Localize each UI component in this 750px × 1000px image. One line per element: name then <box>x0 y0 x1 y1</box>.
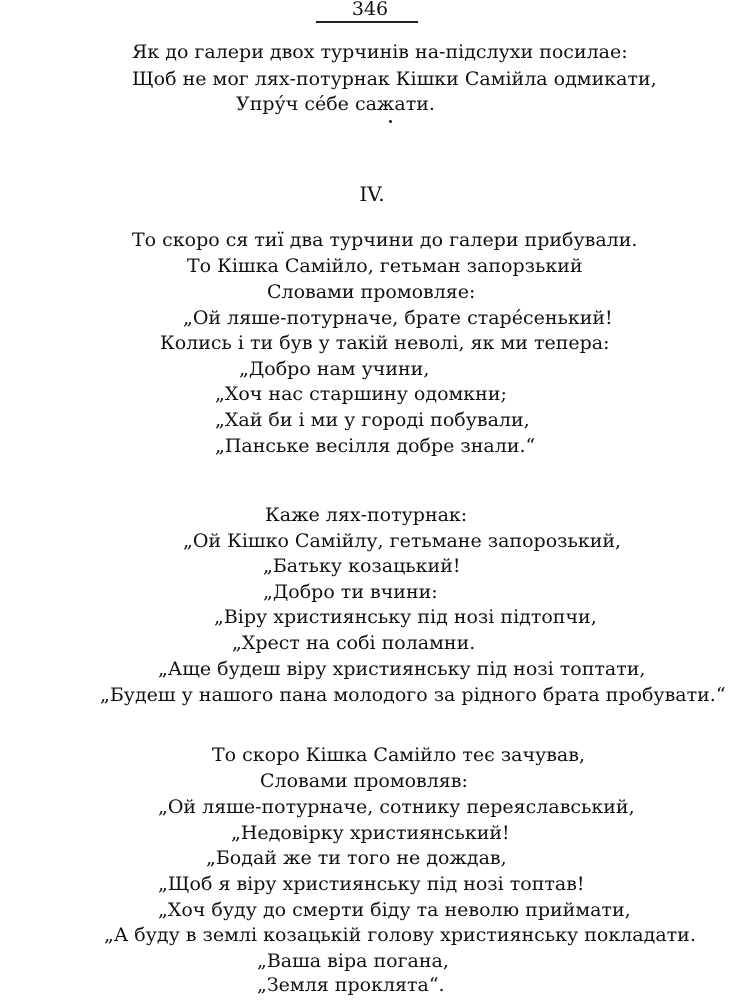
verse-line: „Віру християнську під нозі підтопчи, <box>214 606 597 628</box>
verse-line: „Батьку козацький! <box>263 555 461 577</box>
page-number: 346 <box>351 0 389 20</box>
verse-line: „Добро ти вчини: <box>263 581 438 603</box>
verse-line: Словами промовляв: <box>260 770 468 792</box>
verse-line: „Ой Кішко Самійлу, гетьмане запорозький, <box>183 530 622 552</box>
verse-line: „Хрест на собі поламни. <box>232 632 476 654</box>
verse-line: „Ой ляше-потурначе, брате старе́сенький! <box>183 307 613 329</box>
verse-line: Колись і ти був у такій неволі, як ми тепера: <box>160 332 610 354</box>
verse-line: „Хоч нас старшину одомкни; <box>215 383 507 405</box>
header-rule <box>316 21 418 23</box>
verse-line: „Земля проклята“. <box>257 974 445 996</box>
verse-line: Словами промовляе: <box>267 281 476 303</box>
verse-line: „Добро нам учини, <box>239 358 430 380</box>
verse-line: „Ой ляше-потурначе, сотнику переяславський, <box>158 796 635 818</box>
verse-line: „Панське весілля добре знали.“ <box>215 435 536 457</box>
verse-line: Як до галери двох турчинів на-підслухи посилае: <box>132 41 628 63</box>
verse-line: „Аще будеш віру християнську під нозі топтати, <box>158 658 646 680</box>
section-heading: IV. <box>359 182 385 206</box>
verse-line: То Кішка Самійло, гетьман запорзький <box>187 255 583 277</box>
verse-line: „Хай би і ми у городі побували, <box>215 409 530 431</box>
verse-line: Упру́ч се́бе сажати. <box>236 93 435 115</box>
verse-line: „Хоч буду до смерти біду та неволю приймати, <box>158 899 631 921</box>
verse-line: „Бодай же ти того не дождав, <box>206 847 507 869</box>
verse-line: „Ваша віра погана, <box>257 950 449 972</box>
verse-line: То скоро Кішка Самійло теє зачував, <box>212 744 585 766</box>
verse-line: Каже лях-потурнак: <box>265 504 468 526</box>
verse-line: „Щоб я віру християнську під нозі топтав! <box>158 873 585 895</box>
verse-line: „Будеш у нашого пана молодого за рідного брата пробувати.“ <box>100 684 726 706</box>
verse-line: То скоро ся тиї два турчини до галери прибували. <box>132 229 638 251</box>
verse-line: „А буду в землі козацькій голову християнську покладати. <box>104 924 696 946</box>
verse-line: Щоб не мог лях-потурнак Кішки Самійла одмикати, <box>132 68 657 90</box>
stray-dot <box>389 120 392 123</box>
verse-line: „Недовірку християнський! <box>231 822 510 844</box>
